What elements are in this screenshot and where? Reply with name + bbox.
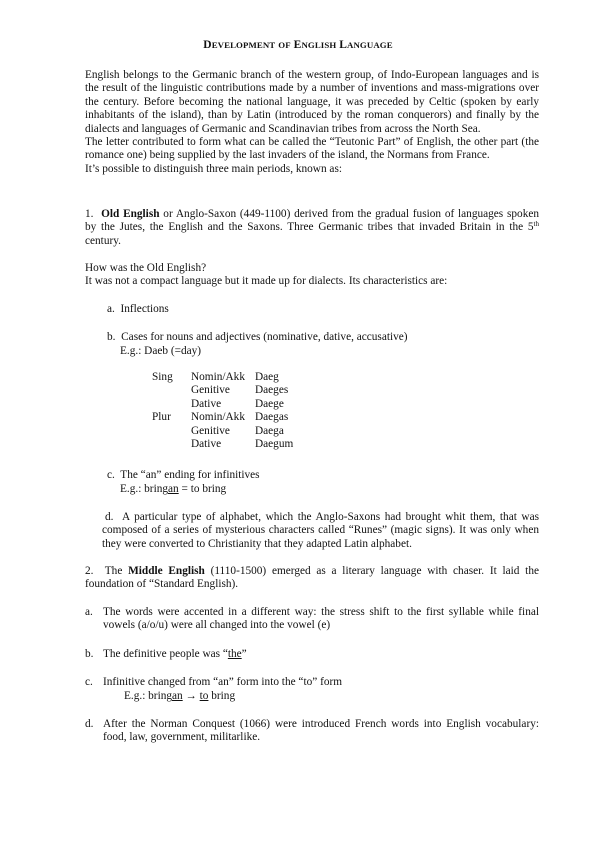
table-row: Dative Daegum xyxy=(191,438,294,451)
list-item: b. The definitive people was “the” xyxy=(85,648,247,660)
list-item: a. Inflections xyxy=(107,303,169,315)
intro-section xyxy=(85,69,539,176)
section-term: Old English xyxy=(101,208,160,220)
intro-paragraph: The letter contributed to form what can be called the “Teutonic Part” of English, the other part (the romance one) being supplied by the last invaders of the island, the Normans from France. xyxy=(85,136,539,162)
table-row: Sing Nomin/Akk Daeg xyxy=(152,371,279,383)
list-item: c. The “an” ending for infinitives xyxy=(107,469,260,481)
intro-paragraph: It’s possible to distinguish three main periods, known as: xyxy=(85,162,342,175)
section-term: Middle English xyxy=(128,565,205,577)
list-item: a. The words were accented in a different way: the stress shift to the first syllable while final vowels (a/o/u) were all changed into the vowel (e) xyxy=(85,606,539,632)
intro-paragraph: English belongs to the Germanic branch of the western group, of Indo-European languages and is the result of the linguistic contributions made by a number of inventions and mass-migrations over the century. Before becoming the national language, it was preceded by Celtic (spoken by early inhabitants of the island), than by Latin (introduced by the roman conquerors) and finally by the dialects and languages of Germanic and Scandinavian tribes from across the North Sea. xyxy=(85,69,539,135)
list-item: c. Infinitive changed from “an” form into the “to” form xyxy=(85,676,343,688)
middle-english-heading-paragraph: 2. The Middle English (1110-1500) emerged as a literary language with chaser. It laid the foundation of “Standard English). xyxy=(85,565,539,591)
section-number: 2. xyxy=(85,565,94,577)
arrow-icon: → xyxy=(182,690,200,702)
example-line: E.g.: bringan → to bring xyxy=(124,690,236,702)
old-english-heading-paragraph: 1. Old English or Anglo-Saxon (449-1100) derived from the gradual fusion of languages spoken by the Jutes, the English and the Saxons. Three Germanic tribes that invaded Britain in the 5th century. xyxy=(85,208,540,247)
example-line: E.g.: Daeb (=day) xyxy=(120,345,202,357)
list-item: d. A particular type of alphabet, which the Anglo-Saxons had brought whit them, that was composed of a series of mysterious characters called “Runes” (magic signs). It was only when they were converted to Christianity that they adapted Latin alphabet. xyxy=(102,511,539,550)
table-row: Dative Daege xyxy=(191,397,284,410)
list-item: d. After the Norman Conquest (1066) were introduced French words into English vocabulary: food, law, government, militarlike. xyxy=(85,718,539,744)
table-row: Genitive Daeges xyxy=(191,384,289,397)
section-number: 1. xyxy=(85,208,94,220)
declension-table xyxy=(152,371,293,451)
page-title: DEVELOPMENT OF ENGLISH LANGUAGE xyxy=(203,39,393,51)
example-line: E.g.: bringan = to bring xyxy=(120,483,227,495)
old-english-question: How was the Old English? xyxy=(85,262,207,274)
list-item: b. Cases for nouns and adjectives (nominative, dative, accusative) xyxy=(107,331,408,343)
old-english-answer: It was not a compact language but it made up for dialects. Its characteristics are: xyxy=(85,275,448,287)
table-row: Genitive Daega xyxy=(191,424,284,437)
table-row: Plur Nomin/Akk Daegas xyxy=(152,411,289,424)
